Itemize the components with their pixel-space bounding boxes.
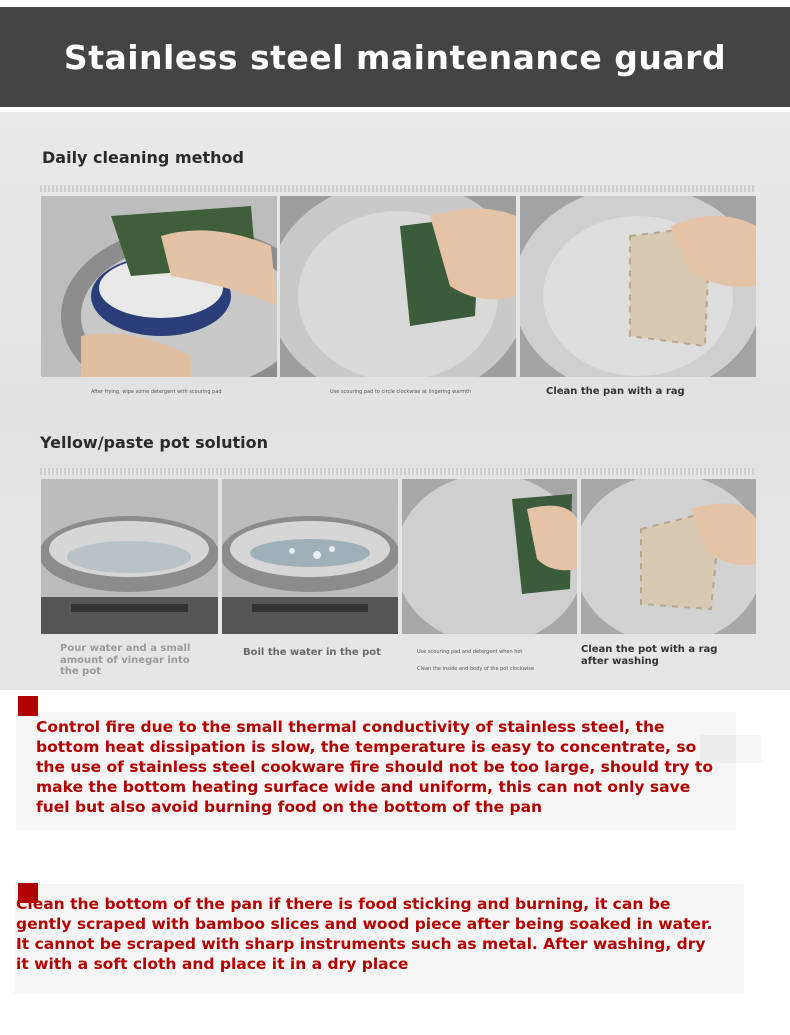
- tip-bullet: [18, 696, 38, 716]
- page-title: Stainless steel maintenance guard: [63, 37, 727, 77]
- page-header: [0, 7, 790, 107]
- yellow-caption-3: Use scouring pad and detergent when hot: [417, 649, 523, 655]
- daily-caption-3: Clean the pan with a rag: [546, 386, 685, 397]
- section-divider: [40, 468, 756, 475]
- daily-caption-1: After frying, wipe some detergent with scouring pad: [91, 389, 222, 395]
- yellow-pot-title: Yellow/paste pot solution: [40, 433, 268, 452]
- yellow-caption-4: Clean the inside and body of the pot clockwise: [417, 666, 534, 672]
- photo-rag-pan: [520, 196, 756, 377]
- photo-boil-water: [222, 479, 398, 634]
- daily-caption-2: Use scouring pad to circle clockwise at lingering warmth: [330, 389, 472, 395]
- yellow-caption-5: Clean the pot with a rag after washing: [581, 644, 718, 667]
- yellow-caption-2: Boil the water in the pot: [243, 647, 381, 658]
- photo-rag-wipe: [581, 479, 756, 634]
- section-divider: [40, 185, 756, 192]
- photo-water-vinegar: [41, 479, 218, 634]
- photo-scouring-pan: [280, 196, 516, 377]
- tip-fire-control: Control fire due to the small thermal conductivity of stainless steel, the bottom heat dissipation is slow, the temperature is easy to concentrate, so the use of stainless steel cookware fire should not be too large, should try to make the bottom heating surface wide and uniform, this can not only save fuel but also avoid burning food on the bottom of the pan: [36, 718, 713, 816]
- photo-scrub-hot: [402, 479, 577, 634]
- yellow-caption-1: Pour water and a small amount of vinegar into the pot: [60, 643, 191, 677]
- daily-cleaning-title: Daily cleaning method: [42, 148, 244, 167]
- instructions-panel: [0, 112, 790, 690]
- tip-clean-bottom: Clean the bottom of the pan if there is food sticking and burning, it can be gently scraped with bamboo slices and wood piece after being soaked in water. It cannot be scraped with sharp instruments such as metal. After washing, dry it with a soft cloth and place it in a dry place: [16, 895, 713, 973]
- photo-detergent-scouring: [41, 196, 277, 377]
